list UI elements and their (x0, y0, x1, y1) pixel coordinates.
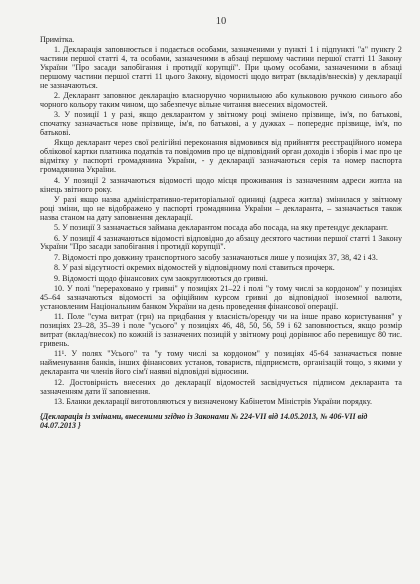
note-paragraph-2: 2. Декларант заповнює декларацію власноручно чорнильною або кульковою ручкою синього або чорного кольору таким чином, що забезпечує вільне читання внесених відомостей. (40, 90, 402, 109)
note-paragraph-5: 5. У позиції 3 зазначається займана декларантом посада або посада, на яку претендує декларант. (54, 223, 389, 233)
note-paragraph-9: 9. Відомості щодо фінансових сум заокруглюються до гривні. (54, 273, 268, 283)
note-paragraph-3: 3. У позиції 1 у разі, якщо декларантом у звітному році змінено прізвище, ім'я, по батькові, спочатку зазначається нове прізвище, ім'я, по батькові, а у дужках – попереднє прізвище, ім'я, по батькові. (40, 110, 402, 138)
note-paragraph-4: 4. У позиції 2 зазначаються відомості щодо місця проживання із зазначенням адреси житла на кінець звітного року. (40, 175, 402, 194)
amendment-reference: {Декларація із змінами, внесеними згідно із Законами № 224-VII від 14.05.2013, № 406-VII від 04.07.2013 } (40, 411, 368, 430)
note-paragraph-1: 1. Декларація заповнюється і подається особами, зазначеними у пункті 1 і підпункті "а" пункту 2 частини першої статті 4, та особами, зазначеними в абзаці першому частини першої статті 11 Закону України "Про засади запобігання і протидії корупції". При цьому особами, зазначеними в абзаці першому частини першої статті 11 цього Закону, відомості щодо витрат (вкладів/внесків) у декларації не зазначаються. (40, 44, 402, 90)
note-paragraph-6: 6. У позиції 4 зазначаються відомості відповідно до абзацу десятого частини першої статті 1 Закону України "Про засади запобігання і протидії корупції". (40, 233, 402, 252)
note-paragraph-12: 12. Достовірність внесених до декларації відомостей засвідчується підписом декларанта та зазначенням дати її заповнення. (40, 377, 402, 396)
note-title: Примітка. (40, 35, 75, 44)
note-paragraph-11-1: 11¹. У полях "Усього" та "у тому числі за кордоном" у позиціях 45-64 зазначається повне найменування банків, інших фінансових установ, товариств, підприємств, організацій тощо, з якими у декларанта чи членів його сім'ї наявні відповідні відносини. (40, 349, 402, 377)
note-paragraph-8: 8. У разі відсутності окремих відомостей у відповідному полі ставиться прочерк. (54, 263, 335, 273)
note-paragraph-10: 10. У полі "перераховано у гривні" у позиціях 21–22 і полі "у тому числі за кордоном" у позиціях 45–64 зазначаються відомості за офіційним курсом гривні до відповідної іноземної валюти, установленим Національним банком України на день проведення фінансової операції. (40, 284, 402, 311)
page-number: 10 (215, 16, 227, 27)
note-paragraph-4-extra: У разі якщо назва адміністративно-територіальної одиниці (адреса житла) змінилася у звітному році зміни, що не відображено у паспорті громадянина України – декларанта, – зазначається також назва станом на дату заповнення декларації. (40, 194, 402, 222)
note-paragraph-13: 13. Бланки декларації виготовляються у визначеному Кабінетом Міністрів України порядку. (54, 396, 373, 406)
note-body (40, 46, 402, 407)
note-paragraph-7: 7. Відомості про довжину транспортного засобу зазначаються лише у позиціях 37, 38, 42 і 43. (54, 252, 378, 262)
note-paragraph-3-extra: Якщо декларант через свої релігійні переконання відмовився від прийняття реєстраційного номера облікової картки платника податків та повідомив про це відповідний орган доходів і зборів і має про це відмітку у паспорті громадянина України, - у декларації зазначаються серія та номер паспорта громадянина України. (40, 138, 402, 175)
note-paragraph-11: 11. Поле "сума витрат (грн) на придбання у власність/оренду чи на інше право користування" у позиціях 23–28, 35–39 і поле "усього" у позиціях 46, 48, 50, 56, 59 і 62 заповнюється, якщо розмір витрат (вклад/внесок) по кожній із зазначених позицій у звітному році дорівнює або перевищує 80 тис. гривень. (40, 312, 402, 348)
